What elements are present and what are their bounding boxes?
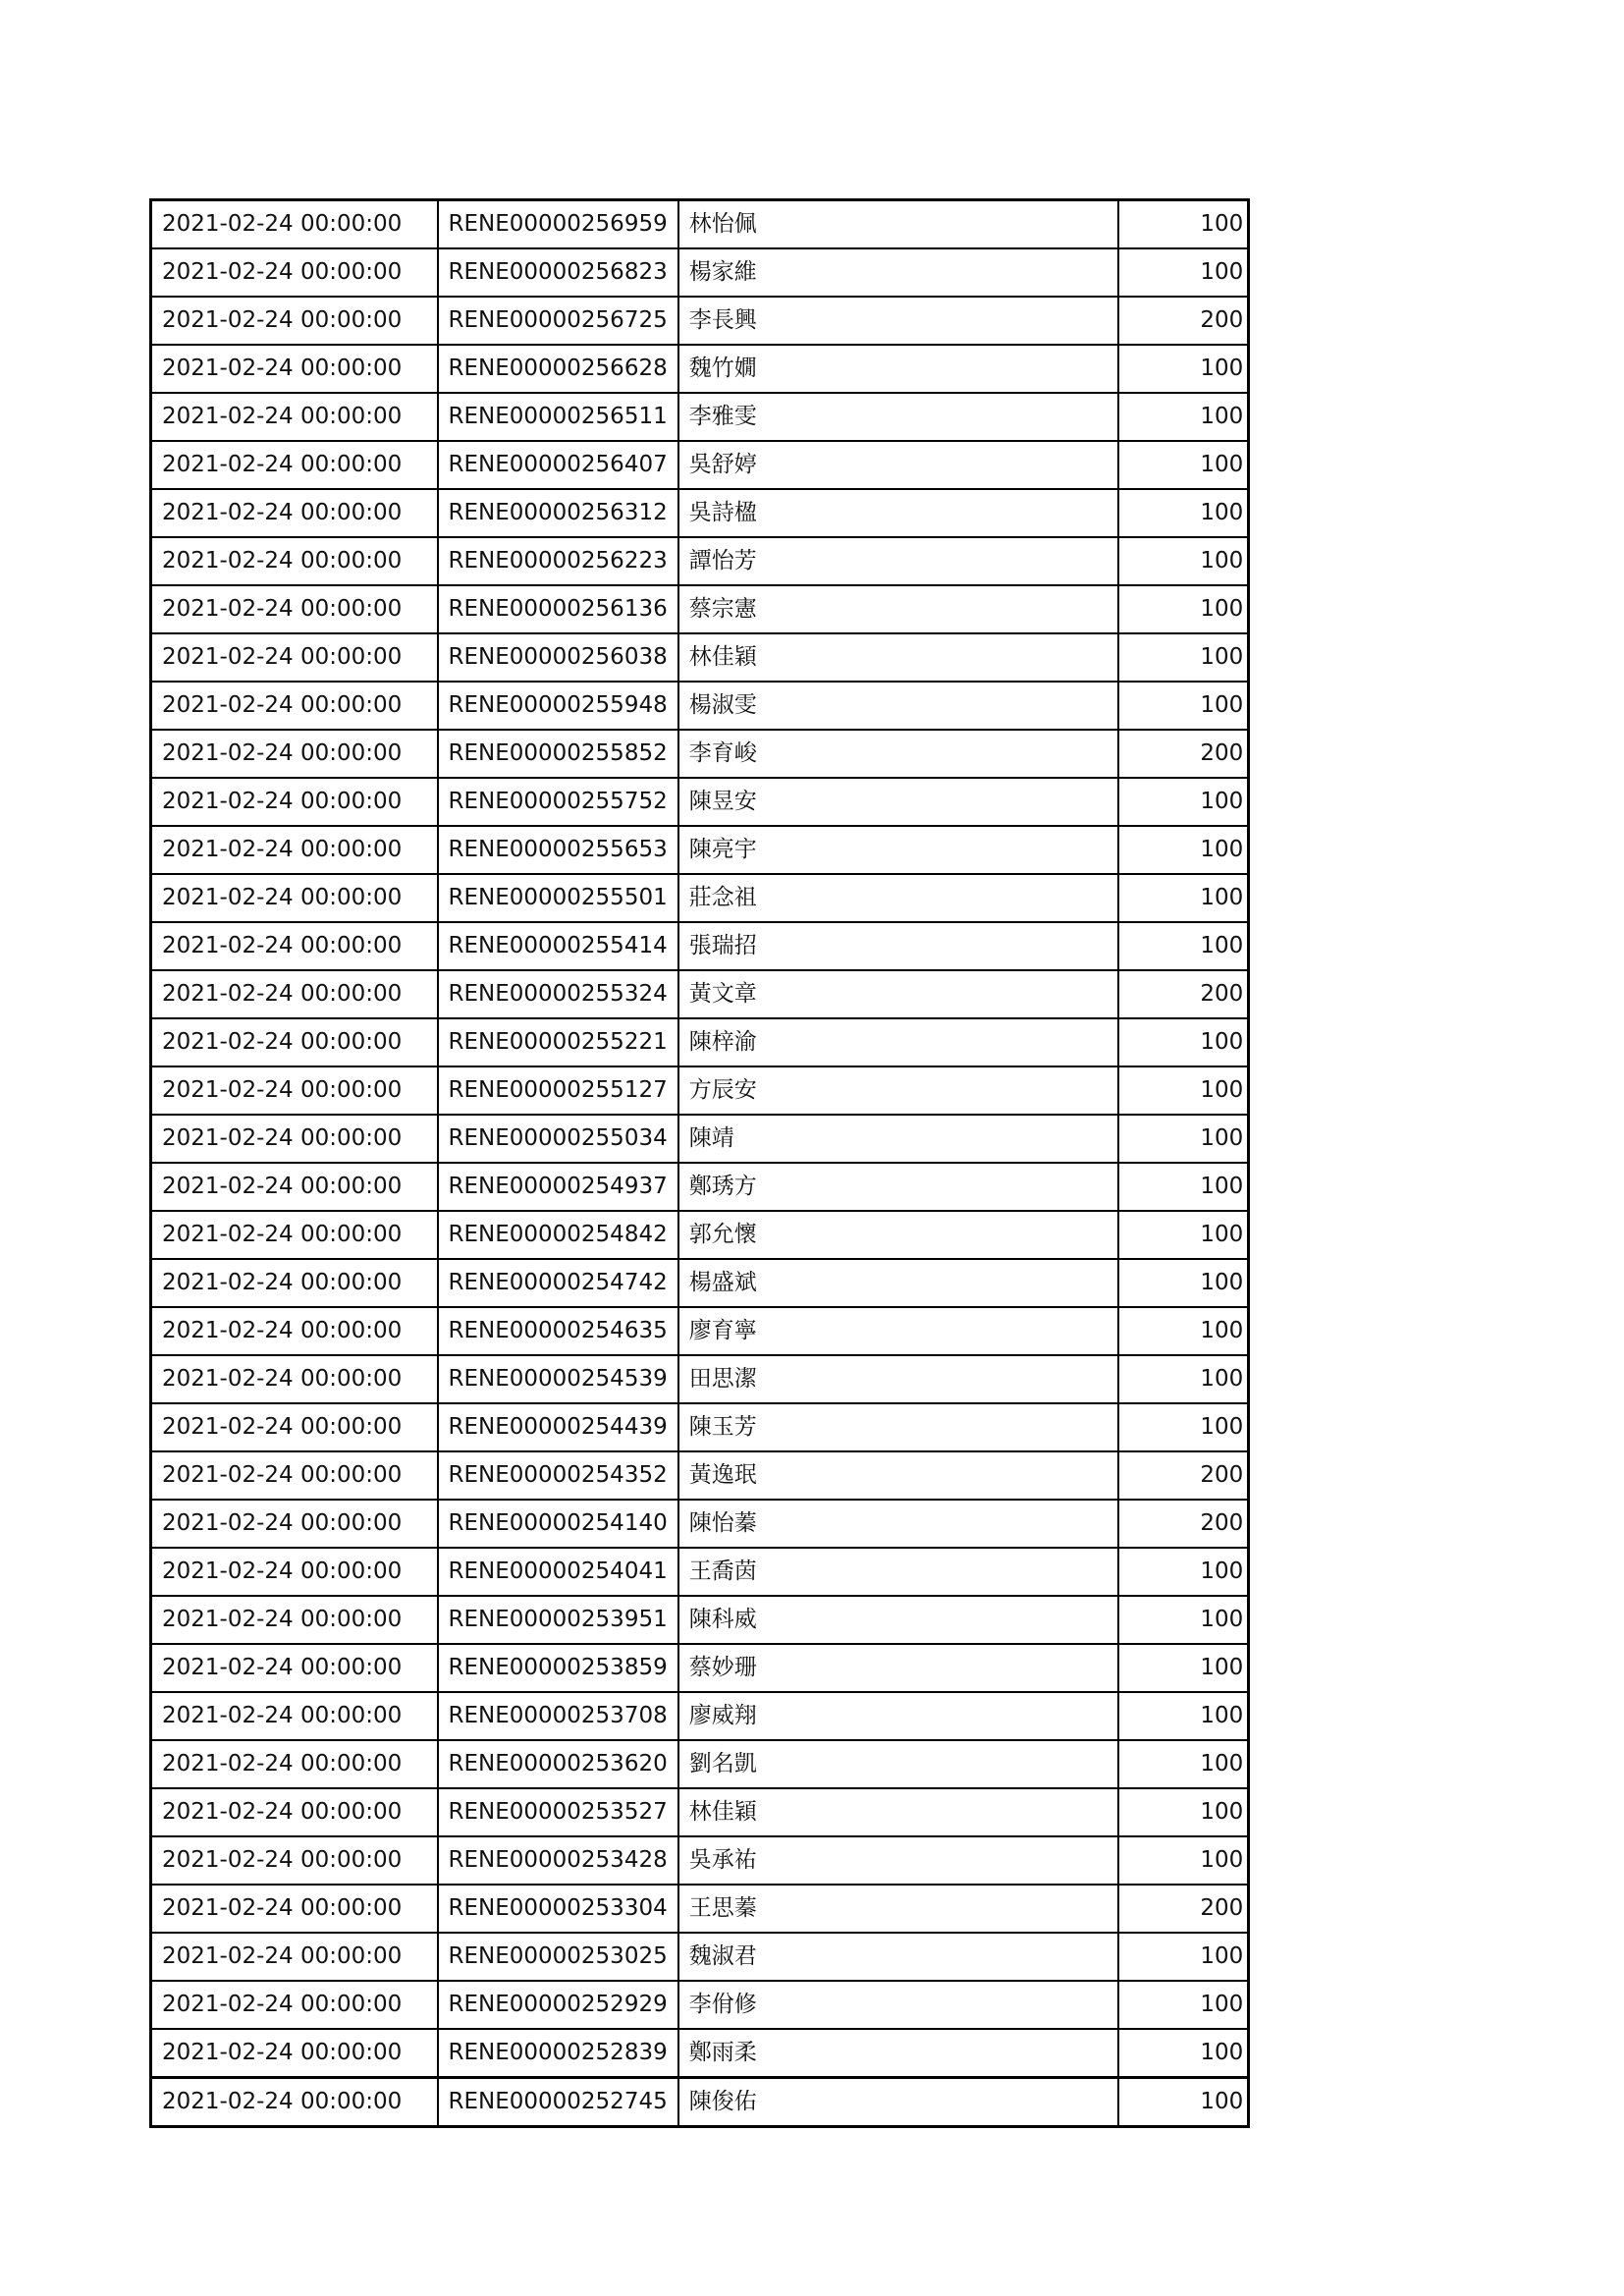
- amount-cell: 100: [1118, 1066, 1249, 1115]
- date-cell: 2021-02-24 00:00:00: [151, 826, 438, 874]
- date-cell: 2021-02-24 00:00:00: [151, 441, 438, 489]
- date-cell: 2021-02-24 00:00:00: [151, 537, 438, 585]
- amount-cell: 100: [1118, 537, 1249, 585]
- name-cell: 蔡宗憲: [678, 585, 1118, 633]
- amount-cell: 100: [1118, 1981, 1249, 2029]
- amount-cell: 200: [1118, 730, 1249, 778]
- record-id-cell: RENE00000256628: [438, 345, 678, 393]
- date-cell: 2021-02-24 00:00:00: [151, 874, 438, 922]
- name-cell: 魏竹嫺: [678, 345, 1118, 393]
- table-row: [151, 682, 1249, 730]
- name-cell: 林佳穎: [678, 633, 1118, 682]
- date-cell: 2021-02-24 00:00:00: [151, 922, 438, 970]
- amount-cell: 100: [1118, 585, 1249, 633]
- date-cell: 2021-02-24 00:00:00: [151, 633, 438, 682]
- date-cell: 2021-02-24 00:00:00: [151, 1163, 438, 1211]
- name-cell: 田思潔: [678, 1355, 1118, 1403]
- name-cell: 吳詩楹: [678, 489, 1118, 537]
- name-cell: 黃文章: [678, 970, 1118, 1018]
- amount-cell: 100: [1118, 1163, 1249, 1211]
- record-id-cell: RENE00000256511: [438, 393, 678, 441]
- name-cell: 陳靖: [678, 1115, 1118, 1163]
- date-cell: 2021-02-24 00:00:00: [151, 1885, 438, 1933]
- record-id-cell: RENE00000254041: [438, 1548, 678, 1596]
- record-id-cell: RENE00000253859: [438, 1644, 678, 1692]
- table-row: [151, 633, 1249, 682]
- record-id-cell: RENE00000252929: [438, 1981, 678, 2029]
- table-row: [151, 489, 1249, 537]
- record-id-cell: RENE00000255852: [438, 730, 678, 778]
- name-cell: 王喬茵: [678, 1548, 1118, 1596]
- table-row: [151, 1836, 1249, 1885]
- record-id-cell: RENE00000252839: [438, 2029, 678, 2078]
- record-id-cell: RENE00000253527: [438, 1788, 678, 1836]
- date-cell: 2021-02-24 00:00:00: [151, 345, 438, 393]
- date-cell: 2021-02-24 00:00:00: [151, 778, 438, 826]
- amount-cell: 100: [1118, 393, 1249, 441]
- date-cell: 2021-02-24 00:00:00: [151, 1018, 438, 1066]
- record-id-cell: RENE00000253951: [438, 1596, 678, 1644]
- amount-cell: 100: [1118, 489, 1249, 537]
- table-row: [151, 1403, 1249, 1451]
- table-row: [151, 1355, 1249, 1403]
- name-cell: 李佾修: [678, 1981, 1118, 2029]
- name-cell: 楊盛斌: [678, 1259, 1118, 1307]
- record-id-cell: RENE00000256959: [438, 200, 678, 249]
- date-cell: 2021-02-24 00:00:00: [151, 1259, 438, 1307]
- name-cell: 劉名凱: [678, 1740, 1118, 1788]
- table-row: [151, 1211, 1249, 1259]
- name-cell: 廖威翔: [678, 1692, 1118, 1740]
- amount-cell: 100: [1118, 2029, 1249, 2078]
- record-id-cell: RENE00000254937: [438, 1163, 678, 1211]
- record-id-cell: RENE00000256823: [438, 248, 678, 297]
- date-cell: 2021-02-24 00:00:00: [151, 1692, 438, 1740]
- table-row: [151, 1933, 1249, 1981]
- record-id-cell: RENE00000254742: [438, 1259, 678, 1307]
- table-row: [151, 778, 1249, 826]
- table-row: [151, 1066, 1249, 1115]
- table-row: [151, 730, 1249, 778]
- name-cell: 張瑞招: [678, 922, 1118, 970]
- record-id-cell: RENE00000255034: [438, 1115, 678, 1163]
- name-cell: 黃逸珉: [678, 1451, 1118, 1500]
- date-cell: 2021-02-24 00:00:00: [151, 1355, 438, 1403]
- date-cell: 2021-02-24 00:00:00: [151, 1596, 438, 1644]
- table-row: [151, 200, 1249, 249]
- name-cell: 陳科威: [678, 1596, 1118, 1644]
- table-row: [151, 585, 1249, 633]
- amount-cell: 200: [1118, 1500, 1249, 1548]
- record-id-cell: RENE00000254842: [438, 1211, 678, 1259]
- name-cell: 魏淑君: [678, 1933, 1118, 1981]
- record-id-cell: RENE00000255324: [438, 970, 678, 1018]
- table-row: [151, 1018, 1249, 1066]
- table-row: [151, 1885, 1249, 1933]
- amount-cell: 100: [1118, 682, 1249, 730]
- date-cell: 2021-02-24 00:00:00: [151, 1836, 438, 1885]
- table-row: [151, 1451, 1249, 1500]
- amount-cell: 100: [1118, 1644, 1249, 1692]
- amount-cell: 100: [1118, 778, 1249, 826]
- record-id-cell: RENE00000253620: [438, 1740, 678, 1788]
- record-id-cell: RENE00000256407: [438, 441, 678, 489]
- table-row: [151, 1740, 1249, 1788]
- record-id-cell: RENE00000254439: [438, 1403, 678, 1451]
- record-id-cell: RENE00000253304: [438, 1885, 678, 1933]
- record-id-cell: RENE00000253428: [438, 1836, 678, 1885]
- amount-cell: 200: [1118, 1451, 1249, 1500]
- name-cell: 鄭琇方: [678, 1163, 1118, 1211]
- table-row: [151, 874, 1249, 922]
- date-cell: 2021-02-24 00:00:00: [151, 682, 438, 730]
- date-cell: 2021-02-24 00:00:00: [151, 1451, 438, 1500]
- record-id-cell: RENE00000254352: [438, 1451, 678, 1500]
- amount-cell: 100: [1118, 345, 1249, 393]
- name-cell: 李雅雯: [678, 393, 1118, 441]
- name-cell: 陳亮宇: [678, 826, 1118, 874]
- table-row: [151, 1163, 1249, 1211]
- amount-cell: 100: [1118, 633, 1249, 682]
- date-cell: 2021-02-24 00:00:00: [151, 1211, 438, 1259]
- amount-cell: 100: [1118, 1018, 1249, 1066]
- date-cell: 2021-02-24 00:00:00: [151, 1788, 438, 1836]
- record-id-cell: RENE00000254635: [438, 1307, 678, 1355]
- record-id-cell: RENE00000255221: [438, 1018, 678, 1066]
- table-row: [151, 2078, 1249, 2127]
- amount-cell: 100: [1118, 1596, 1249, 1644]
- name-cell: 李長興: [678, 297, 1118, 345]
- amount-cell: 100: [1118, 874, 1249, 922]
- record-id-cell: RENE00000256725: [438, 297, 678, 345]
- amount-cell: 100: [1118, 826, 1249, 874]
- name-cell: 楊淑雯: [678, 682, 1118, 730]
- table-row: [151, 1692, 1249, 1740]
- table-row: [151, 1548, 1249, 1596]
- date-cell: 2021-02-24 00:00:00: [151, 1500, 438, 1548]
- date-cell: 2021-02-24 00:00:00: [151, 1644, 438, 1692]
- table-row: [151, 297, 1249, 345]
- table-row: [151, 537, 1249, 585]
- date-cell: 2021-02-24 00:00:00: [151, 2029, 438, 2078]
- table-row: [151, 922, 1249, 970]
- record-id-cell: RENE00000256312: [438, 489, 678, 537]
- name-cell: 王思蓁: [678, 1885, 1118, 1933]
- name-cell: 方辰安: [678, 1066, 1118, 1115]
- table-row: [151, 345, 1249, 393]
- date-cell: 2021-02-24 00:00:00: [151, 970, 438, 1018]
- date-cell: 2021-02-24 00:00:00: [151, 1307, 438, 1355]
- name-cell: 陳怡蓁: [678, 1500, 1118, 1548]
- record-id-cell: RENE00000255127: [438, 1066, 678, 1115]
- name-cell: 吳承祐: [678, 1836, 1118, 1885]
- date-cell: 2021-02-24 00:00:00: [151, 248, 438, 297]
- date-cell: 2021-02-24 00:00:00: [151, 489, 438, 537]
- record-id-cell: RENE00000255653: [438, 826, 678, 874]
- table-row: [151, 1981, 1249, 2029]
- table-row: [151, 1115, 1249, 1163]
- table-row: [151, 1788, 1249, 1836]
- amount-cell: 100: [1118, 1355, 1249, 1403]
- date-cell: 2021-02-24 00:00:00: [151, 393, 438, 441]
- record-id-cell: RENE00000252745: [438, 2078, 678, 2127]
- amount-cell: 100: [1118, 1836, 1249, 1885]
- name-cell: 楊家維: [678, 248, 1118, 297]
- amount-cell: 100: [1118, 1259, 1249, 1307]
- date-cell: 2021-02-24 00:00:00: [151, 1740, 438, 1788]
- name-cell: 陳昱安: [678, 778, 1118, 826]
- name-cell: 吳舒婷: [678, 441, 1118, 489]
- record-id-cell: RENE00000255948: [438, 682, 678, 730]
- table-row: [151, 1644, 1249, 1692]
- name-cell: 陳俊佑: [678, 2078, 1118, 2127]
- record-id-cell: RENE00000256038: [438, 633, 678, 682]
- amount-cell: 100: [1118, 1933, 1249, 1981]
- amount-cell: 100: [1118, 2078, 1249, 2127]
- amount-cell: 200: [1118, 1885, 1249, 1933]
- date-cell: 2021-02-24 00:00:00: [151, 1981, 438, 2029]
- name-cell: 鄭雨柔: [678, 2029, 1118, 2078]
- table-row: [151, 1500, 1249, 1548]
- date-cell: 2021-02-24 00:00:00: [151, 1403, 438, 1451]
- amount-cell: 200: [1118, 970, 1249, 1018]
- name-cell: 李育峻: [678, 730, 1118, 778]
- record-id-cell: RENE00000254539: [438, 1355, 678, 1403]
- name-cell: 陳玉芳: [678, 1403, 1118, 1451]
- table-row: [151, 1259, 1249, 1307]
- amount-cell: 100: [1118, 1740, 1249, 1788]
- record-id-cell: RENE00000255752: [438, 778, 678, 826]
- record-id-cell: RENE00000255414: [438, 922, 678, 970]
- amount-cell: 100: [1118, 922, 1249, 970]
- amount-cell: 100: [1118, 441, 1249, 489]
- date-cell: 2021-02-24 00:00:00: [151, 2078, 438, 2127]
- amount-cell: 100: [1118, 248, 1249, 297]
- table-row: [151, 393, 1249, 441]
- record-id-cell: RENE00000256223: [438, 537, 678, 585]
- name-cell: 林佳穎: [678, 1788, 1118, 1836]
- name-cell: 譚怡芳: [678, 537, 1118, 585]
- table-row: [151, 1307, 1249, 1355]
- amount-cell: 100: [1118, 1788, 1249, 1836]
- record-id-cell: RENE00000253708: [438, 1692, 678, 1740]
- table-row: [151, 248, 1249, 297]
- amount-cell: 100: [1118, 1403, 1249, 1451]
- table-row: [151, 1596, 1249, 1644]
- record-id-cell: RENE00000256136: [438, 585, 678, 633]
- name-cell: 蔡妙珊: [678, 1644, 1118, 1692]
- date-cell: 2021-02-24 00:00:00: [151, 297, 438, 345]
- date-cell: 2021-02-24 00:00:00: [151, 585, 438, 633]
- date-cell: 2021-02-24 00:00:00: [151, 1115, 438, 1163]
- record-id-cell: RENE00000254140: [438, 1500, 678, 1548]
- name-cell: 林怡佩: [678, 200, 1118, 249]
- amount-cell: 100: [1118, 1115, 1249, 1163]
- name-cell: 廖育寧: [678, 1307, 1118, 1355]
- table-row: [151, 826, 1249, 874]
- table-row: [151, 970, 1249, 1018]
- date-cell: 2021-02-24 00:00:00: [151, 1066, 438, 1115]
- amount-cell: 200: [1118, 297, 1249, 345]
- name-cell: 陳梓渝: [678, 1018, 1118, 1066]
- date-cell: 2021-02-24 00:00:00: [151, 730, 438, 778]
- date-cell: 2021-02-24 00:00:00: [151, 200, 438, 249]
- record-id-cell: RENE00000255501: [438, 874, 678, 922]
- records-body: [151, 200, 1249, 2127]
- amount-cell: 100: [1118, 1307, 1249, 1355]
- date-cell: 2021-02-24 00:00:00: [151, 1548, 438, 1596]
- table-row: [151, 2029, 1249, 2078]
- record-id-cell: RENE00000253025: [438, 1933, 678, 1981]
- name-cell: 莊念祖: [678, 874, 1118, 922]
- date-cell: 2021-02-24 00:00:00: [151, 1933, 438, 1981]
- amount-cell: 100: [1118, 200, 1249, 249]
- amount-cell: 100: [1118, 1692, 1249, 1740]
- amount-cell: 100: [1118, 1211, 1249, 1259]
- amount-cell: 100: [1118, 1548, 1249, 1596]
- records-table: [149, 198, 1250, 2128]
- name-cell: 郭允懷: [678, 1211, 1118, 1259]
- table-row: [151, 441, 1249, 489]
